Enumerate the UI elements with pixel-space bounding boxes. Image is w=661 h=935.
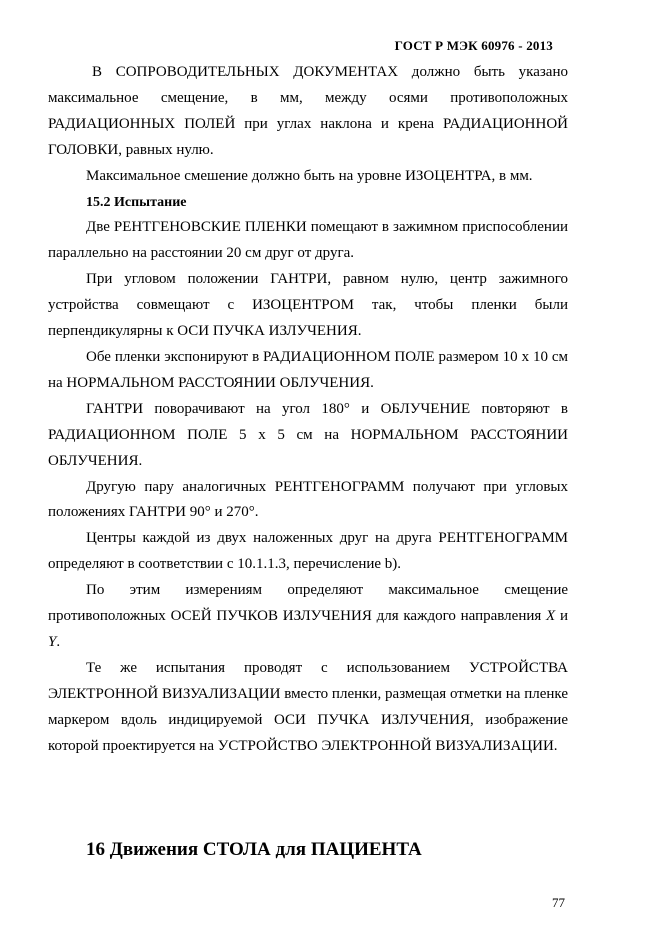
- document-standard-header: ГОСТ Р МЭК 60976 - 2013: [394, 38, 553, 53]
- direction-y: Y: [48, 633, 57, 650]
- paragraph-two-films: Две РЕНТГЕНОВСКИЕ ПЛЕНКИ помещают в зажимном приспособлении параллельно на расстоянии 20 см друг от друга.: [48, 219, 568, 262]
- paragraph-other-pair: Другую пару аналогичных РЕНТГЕНОГРАММ получают при угловых положениях ГАНТРИ 90° и 270°.: [48, 478, 568, 521]
- direction-x: X: [546, 608, 556, 625]
- paragraph-centers: Центры каждой из двух наложенных друг на друга РЕНТГЕНОГРАММ определяют в соответствии с 10.1.1.3, перечисление b).: [48, 530, 568, 573]
- page-number: 77: [552, 895, 565, 910]
- subsection-heading-test: 15.2 Испытание: [86, 194, 187, 210]
- body-text: [48, 60, 568, 759]
- paragraph-gantry-zero: При угловом положении ГАНТРИ, равном нулю, центр зажимного устройства совмещают с ИЗОЦЕНТРОМ так, чтобы пленки были перпендикулярны к ОСИ ПУЧКА ИЗЛУЧЕНИЯ.: [48, 271, 568, 340]
- paragraph-measurements-text: По этим измерениям определяют максимальное смещение противоположных ОСЕЙ ПУЧКОВ ИЗЛУЧЕНИЯ для каждого направления: [48, 582, 568, 625]
- paragraph-accompanying-documents: В СОПРОВОДИТЕЛЬНЫХ ДОКУМЕНТАХ должно быть указано максимальное смещение, в мм, между осями противоположных РАДИАЦИОННЫХ ПОЛЕЙ при углах наклона и крена РАДИАЦИОННОЙ ГОЛОВКИ, равных нулю.: [48, 64, 568, 158]
- paragraph-rotate-gantry: ГАНТРИ поворачивают на угол 180° и ОБЛУЧЕНИЕ повторяют в РАДИАЦИОННОМ ПОЛЕ 5 х 5 см на НОРМАЛЬНОМ РАССТОЯНИИ ОБЛУЧЕНИЯ.: [48, 400, 568, 469]
- paragraph-electronic-imaging: Те же испытания проводят с использованием УСТРОЙСТВА ЭЛЕКТРОННОЙ ВИЗУАЛИЗАЦИИ вместо пленки, размещая отметки на пленке маркером вдоль индицируемой ОСИ ПУЧКА ИЗЛУЧЕНИЯ, изображение которой проектируется на УСТРОЙСТВО ЭЛЕКТРОННОЙ ВИЗУАЛИЗАЦИИ.: [48, 659, 568, 754]
- section-heading-patient-table: 16 Движения СТОЛА для ПАЦИЕНТА: [86, 839, 422, 860]
- paragraph-measurements: [48, 578, 568, 656]
- paragraph-expose-films: Обе пленки экспонируют в РАДИАЦИОННОМ ПОЛЕ размером 10 х 10 см на НОРМАЛЬНОМ РАССТОЯНИИ ОБЛУЧЕНИЯ.: [48, 348, 568, 391]
- paragraph-measurements-end: .: [56, 633, 61, 650]
- paragraph-max-displacement: Максимальное смешение должно быть на уровне ИЗОЦЕНТРА, в мм.: [86, 167, 533, 184]
- conjunction-and: и: [555, 608, 569, 625]
